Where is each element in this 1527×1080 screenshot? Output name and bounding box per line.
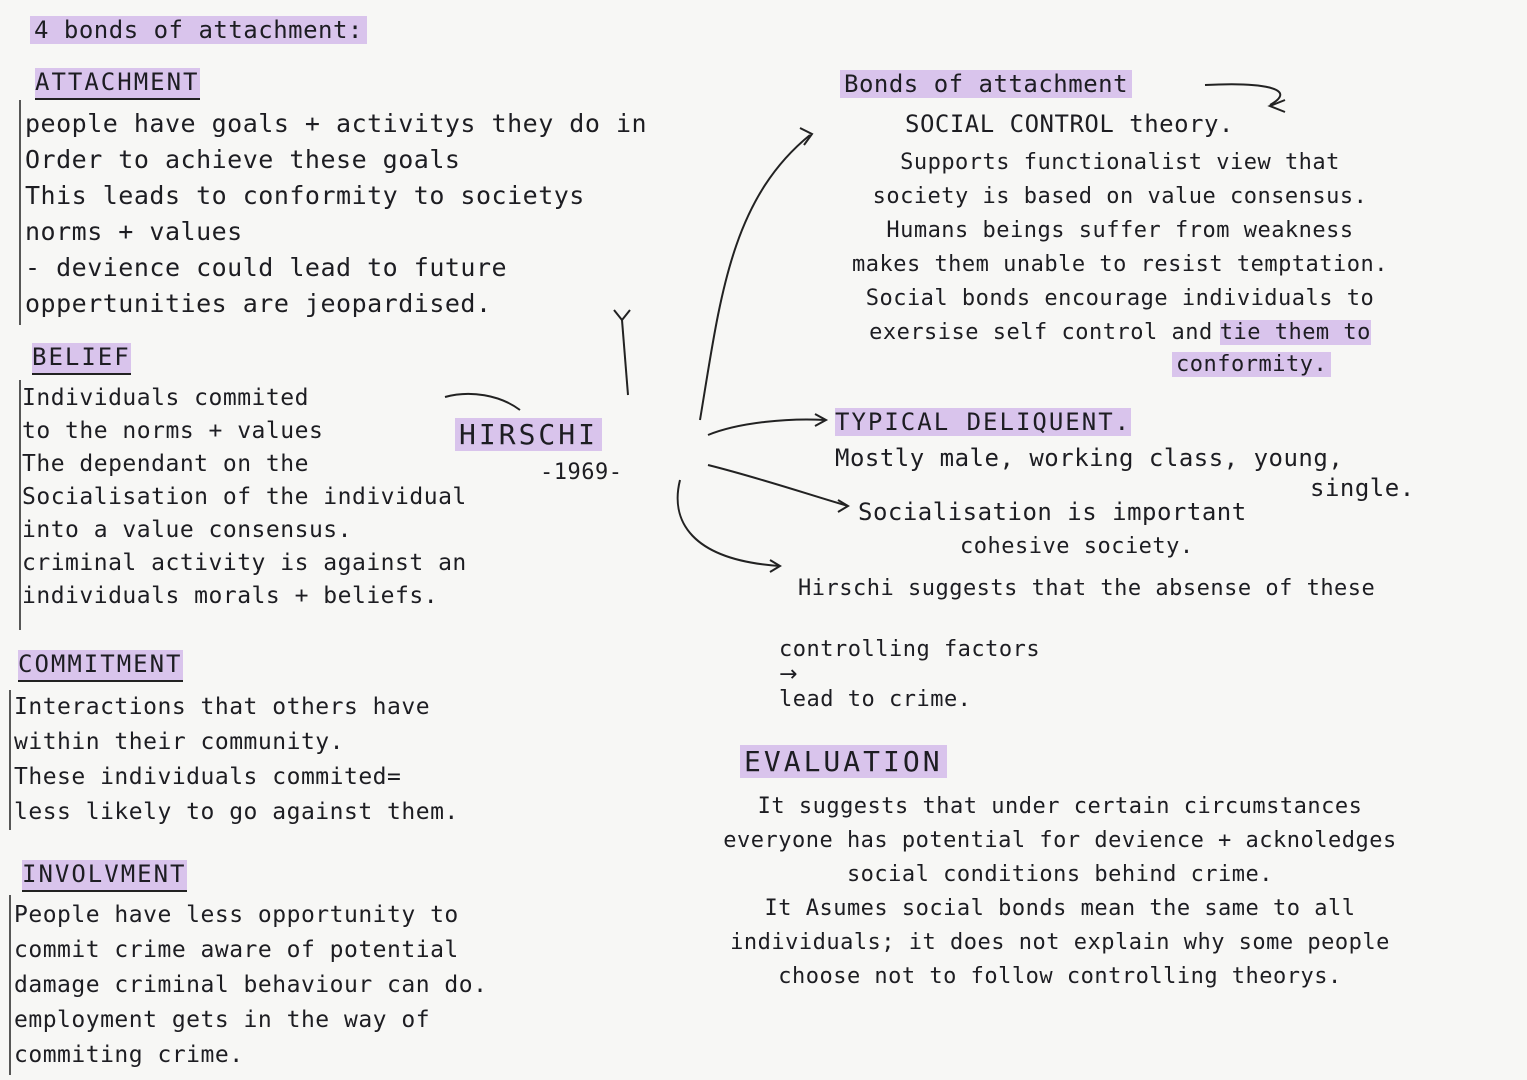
involvment-line: employment gets in the way of	[14, 1007, 431, 1033]
arrow-to-socialisation	[708, 465, 848, 506]
theory-line: society is based on value consensus.	[872, 184, 1368, 209]
attachment-body	[25, 106, 647, 322]
attachment-heading: ATTACHMENT	[35, 68, 200, 100]
delinquent-line: Mostly male, working class, young,	[835, 444, 1344, 472]
delinquent-line: lead to crime.	[779, 687, 972, 712]
arrow-loop	[1205, 84, 1280, 105]
evaluation-line: choose not to follow controlling theorys.	[778, 964, 1342, 989]
belief-line: criminal activity is against an	[22, 550, 467, 576]
delinquent-line: Socialisation is important	[858, 498, 1247, 526]
commitment-body	[14, 690, 459, 830]
evaluation-line: social conditions behind crime.	[846, 862, 1274, 887]
commitment-line: These individuals commited=	[14, 764, 402, 790]
attachment-line: - devience could lead to future	[25, 253, 508, 282]
belief-body	[22, 382, 467, 613]
involvment-line: commit crime aware of potential	[14, 937, 459, 963]
attachment-line: norms + values	[25, 217, 243, 246]
attachment-line: people have goals + activitys they do in	[25, 109, 648, 138]
page-title: 4 bonds of attachment:	[30, 16, 367, 44]
belief-line: The dependant on the	[22, 451, 309, 477]
belief-line: into a value consensus.	[22, 517, 352, 543]
theory-body	[740, 146, 1500, 350]
commitment-heading: COMMITMENT	[18, 650, 183, 682]
hirschi-name: HIRSCHI	[455, 418, 602, 451]
commitment-line: less likely to go against them.	[14, 799, 459, 825]
hirschi-year: -1969-	[540, 460, 623, 485]
evaluation-line: individuals; it does not explain why some people	[730, 930, 1390, 955]
theory-line: Supports functionalist view that	[900, 150, 1340, 175]
theory-line: Social bonds encourage individuals to	[865, 286, 1375, 311]
theory-line: makes them unable to resist temptation.	[851, 252, 1389, 277]
belief-heading: BELIEF	[32, 343, 131, 375]
evaluation-line: It suggests that under certain circumstances	[757, 794, 1363, 819]
theory-subtitle: SOCIAL CONTROL theory.	[905, 110, 1234, 138]
conformity-word: conformity.	[1172, 352, 1331, 377]
arrow-to-hirschi-suggests	[678, 480, 780, 566]
belief-line: to the norms + values	[22, 418, 324, 444]
right-arrow-icon: →	[779, 662, 798, 687]
theory-title: Bonds of attachment	[840, 70, 1132, 98]
delinquent-arrow-line	[765, 612, 1040, 712]
involvment-line: commiting crime.	[14, 1042, 244, 1068]
belief-line: Individuals commited	[22, 385, 309, 411]
evaluation-line: It Asumes social bonds mean the same to all	[764, 896, 1356, 921]
involvment-body	[14, 898, 487, 1073]
attachment-line: Order to achieve these goals	[25, 145, 461, 174]
delinquent-line: single.	[1310, 474, 1415, 502]
theory-line: Humans beings suffer from weakness	[886, 218, 1354, 243]
tie-phrase: tie them to	[1219, 320, 1371, 345]
attachment-line: This leads to conformity to societys	[25, 181, 585, 210]
evaluation-body	[620, 790, 1500, 994]
involvment-line: People have less opportunity to	[14, 902, 459, 928]
delinquent-line: controlling factors	[779, 637, 1041, 662]
commitment-line: within their community.	[14, 729, 344, 755]
delinquent-line: Hirschi suggests that the absense of these	[798, 576, 1376, 601]
theory-line: exersise self control and	[869, 320, 1213, 345]
delinquent-line: cohesive society.	[960, 534, 1194, 559]
arrow-to-attachment	[622, 320, 628, 395]
commitment-line: Interactions that others have	[14, 694, 431, 720]
evaluation-line: everyone has potential for devience + acknoledges	[723, 828, 1397, 853]
involvment-line: damage criminal behaviour can do.	[14, 972, 488, 998]
attachment-line: oppertunities are jeopardised.	[25, 289, 492, 318]
evaluation-heading: EVALUATION	[740, 745, 947, 778]
delinquent-heading: TYPICAL DELIQUENT.	[835, 408, 1132, 436]
belief-line: Socialisation of the individual	[22, 484, 467, 510]
arrow-to-delinquent	[708, 420, 825, 435]
theory-line-last	[740, 316, 1500, 350]
involvment-heading: INVOLVMENT	[22, 860, 187, 892]
belief-line: individuals morals + beliefs.	[22, 583, 439, 609]
